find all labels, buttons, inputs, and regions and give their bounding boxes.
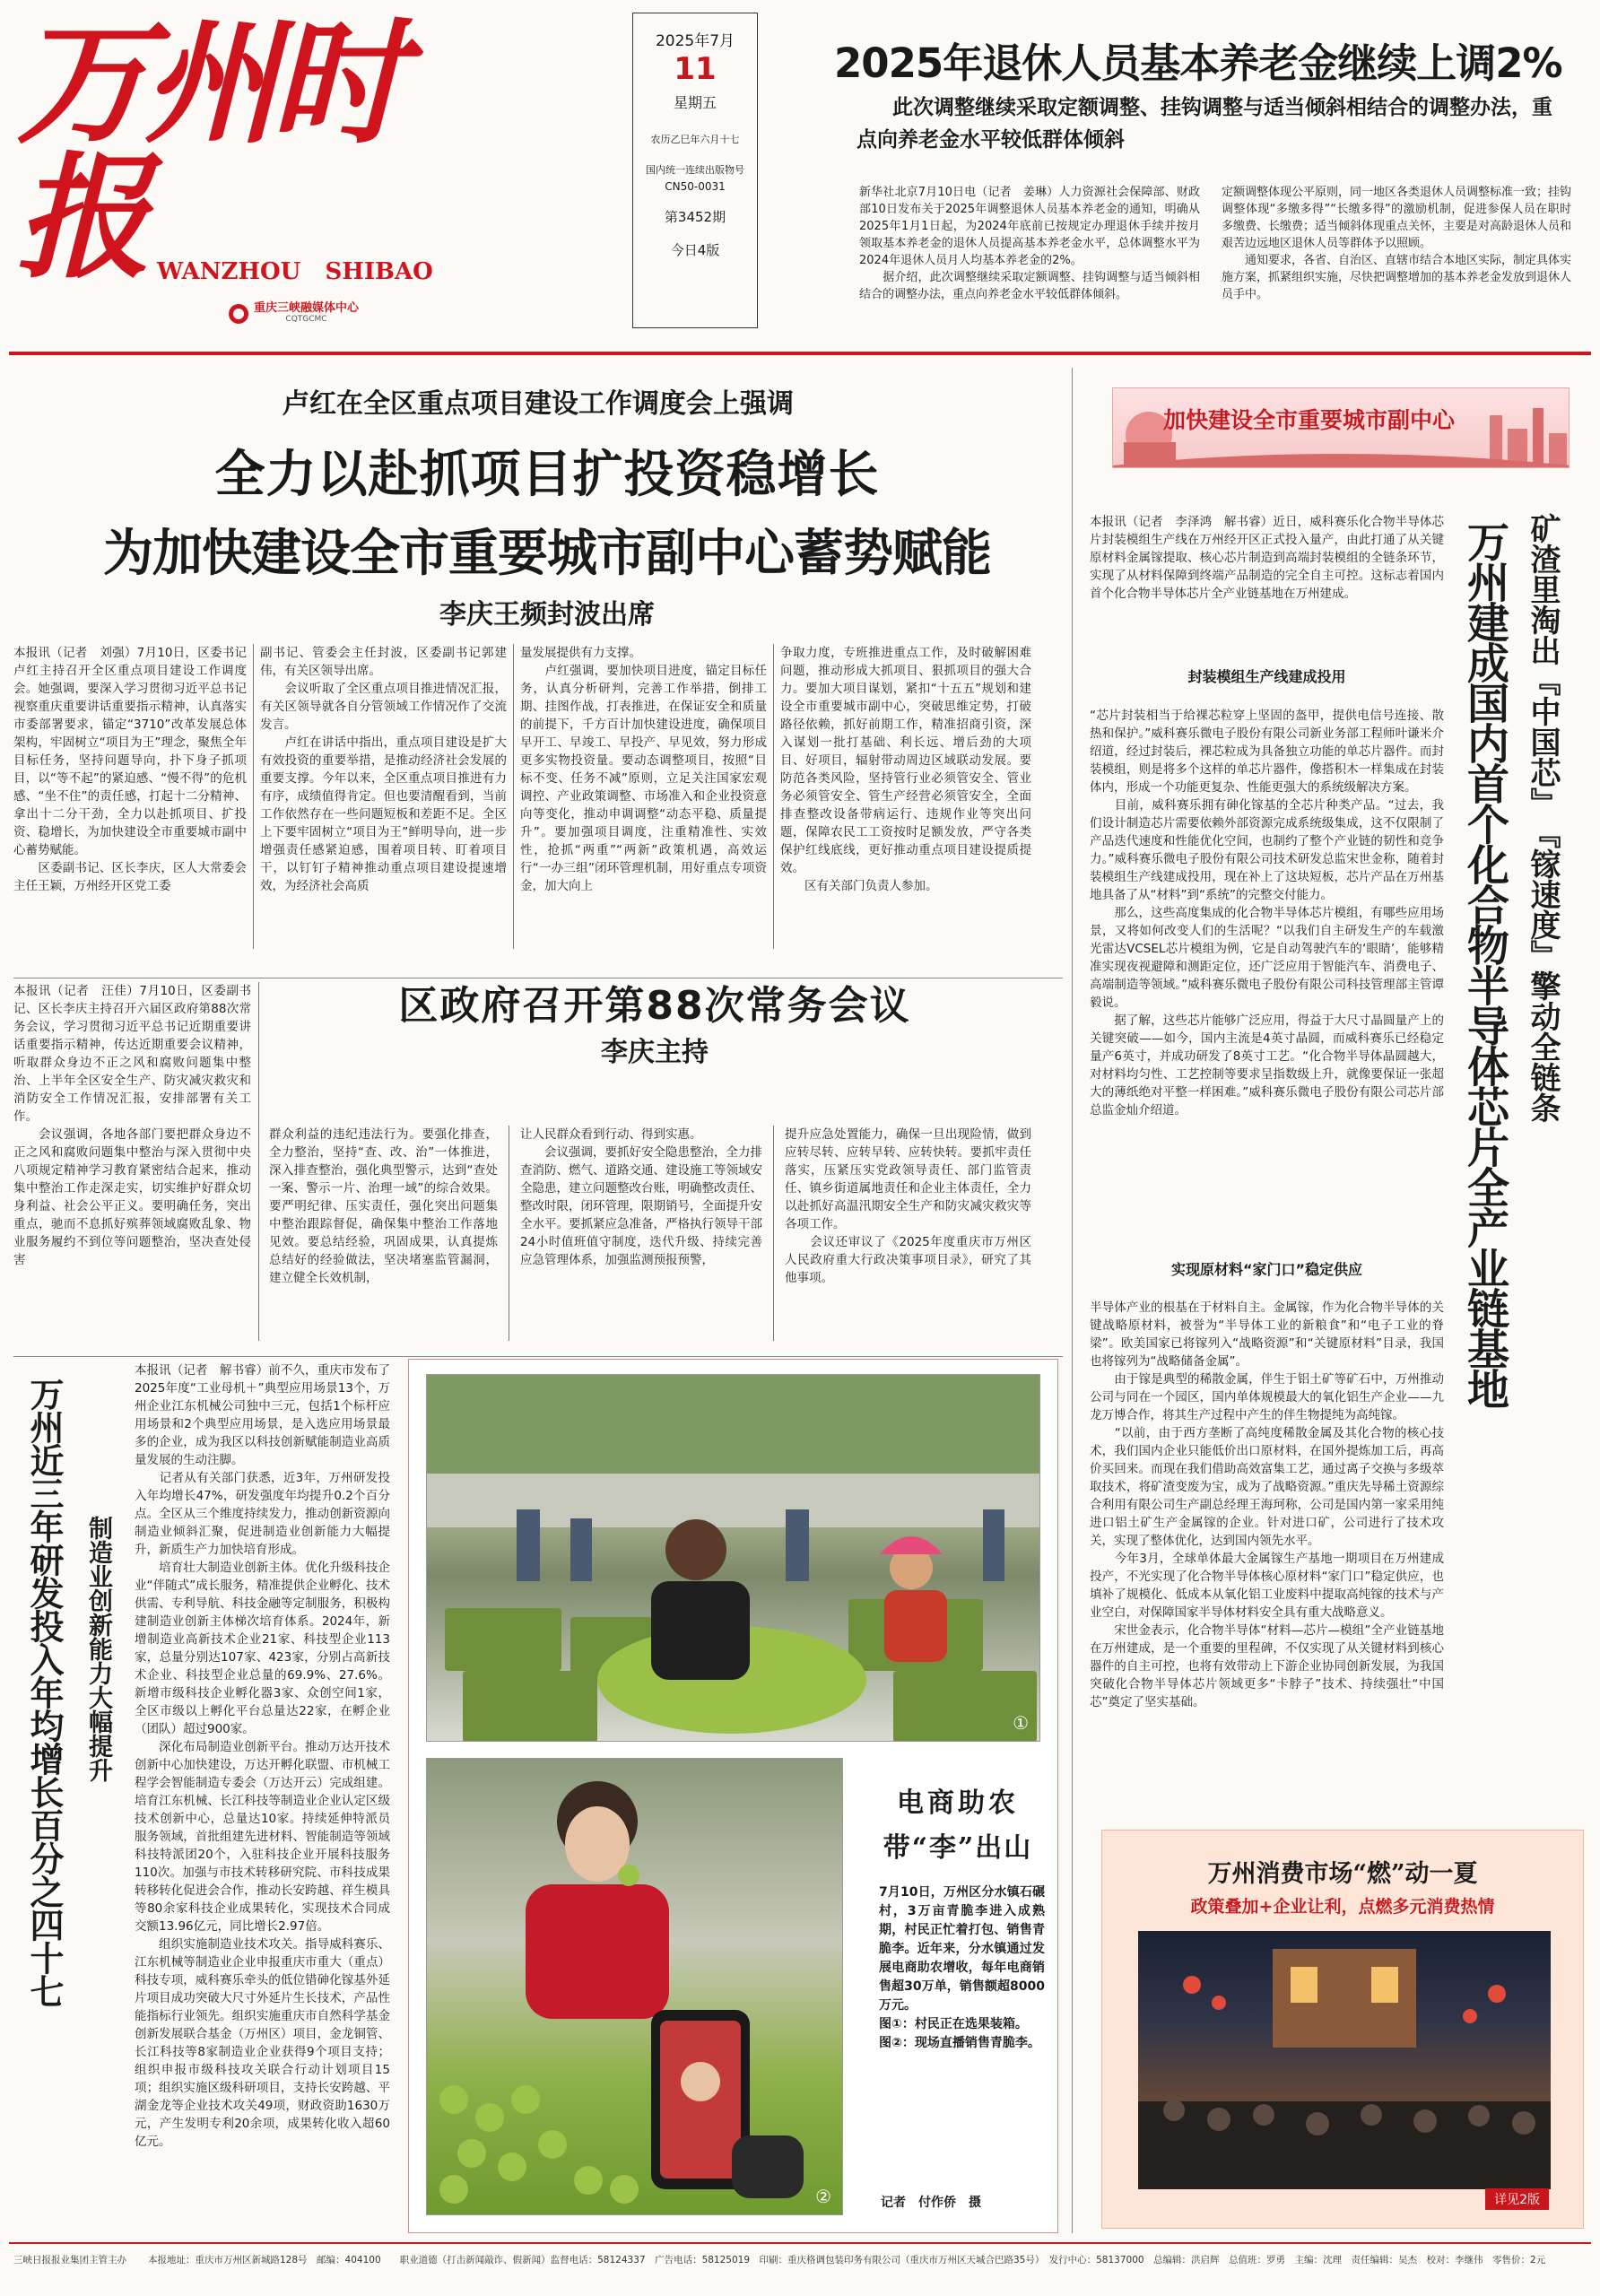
photo-sorting-fruit [426, 1374, 1040, 1742]
lead-col-divider-3 [773, 644, 774, 949]
lead-col-3: 量发展提供有力支撑。 卢红强调，要加快项目进度，锚定目标任务，认真分析研判，完善工作举措，倒排工期、挂图作战，打表推进，在保证安全和质量的前提下，千方百计加快建设进度，确保项目早开工、早竣工、早投产、早见效，努力形成更多实物投资量。要动态调整项目，按照“目标不变、任务不减”原则，立足关注国家宏观调控、产业政策调整、市场准入和企业投资意向等变化，推动申调调整“动态平稳、质量提升”。要加强项目调度，注重精准性、实效性，抢抓“两重”“两新”政策机遇，高效运行“一办三组”闭环管理机制，用好重点专项资金，加大向上 [520, 646, 767, 893]
issue-number: 第3452期 [664, 209, 726, 225]
date-year-month: 2025年7月 [655, 32, 735, 50]
chip-intro: 本报讯（记者 李泽鸿 解书睿）近日，威科赛乐化合物半导体芯片封装模组生产线在万州经开区正式投入量产，由此打通了从关键原材料金属镓提取、核心芯片制造到高端封装模组的全链条环节，实现了从材料保障到终端产品制造的完全自主可控。这标志着国内首个化合物半导体芯片全产业链基地在万州建成。 [1090, 515, 1444, 601]
media-center-en: CQTGCMC [285, 315, 327, 324]
footer-publisher: 三峡日报报业集团主管主办 [13, 2255, 126, 2266]
date-lunar: 农历乙巳年六月十七 [650, 134, 740, 145]
photo-1-marker: ① [1013, 1712, 1029, 1734]
consumption-box [1101, 1830, 1584, 2229]
date-day: 11 [674, 51, 717, 87]
consumption-title: 万州消费市场“燃”动一夏 [1207, 1860, 1478, 1888]
lead-col-divider-1 [253, 644, 254, 949]
lead-col-divider-2 [513, 644, 514, 949]
rnd-kicker: 制造业创新能力大幅提升 [84, 1516, 112, 1782]
meeting-col-3: 让人民群众看到行动、得到实惠。 会议强调，要抓好安全隐患整治，全力排查消防、燃气、道路交通、建设施工等领域安全隐患，建立问题整改台账，明确整改责任、整改时限，闭环管理，限期销号，全面提升安全水平。要抓紧应急准备，严格执行领导干部24小时值班值守制度，迭代升级、持续完善应急管理体系，加强监测预报预警， [520, 1127, 762, 1267]
chip-banner [1112, 387, 1570, 468]
consumption-subtitle: 政策叠加+企业让利，点燃多元消费热情 [1190, 1897, 1495, 1917]
ecommerce-caption: 7月10日，万州区分水镇石碾村，3万亩青脆李进入成熟期，村民正忙着打包、销售青脆李。近年来，分水镇通过发展电商助农增收，每年电商销售超30万单，销售额超8000万元。 图①：村民正在选果装箱。 图②：现场直播销售青脆李。 [879, 1885, 1045, 2050]
chip-body-1: “芯片封装相当于给裸芯粒穿上坚固的盔甲，提供电信号连接、散热和保护。”威科赛乐微电子股份有限公司新业务部工程师叶谦米介绍道，经过封装后，裸芯粒成为具备独立功能的单芯片器件。而封装模组，则是将多个这样的单芯片器件，像搭积木一样集成在封装体内，形成一个功能更复杂、性能更强大的系统级解决方案。 目前，威科赛乐拥有砷化镓基的全芯片种类产品。“过去，我们设计制造芯片需要依赖外部资源完成系统级集成，这不仅限制了产品迭代速度和性能优化空间，也制约了整个产业链的韧性和竞争力。”威科赛乐微电子股份有限公司技术研发总监宋世金称，随着封装模组生产线建成投用，现在补上了这块短板，芯片产品在万州基地具备了从“材料”到“系统”的完整交付能力。 那么，这些高度集成的化合物半导体芯片模组，有哪些应用场景，又将如何改变人们的生活呢？“以我们自主研发生产的车载激光雷达VCSEL芯片模组为例，它是自动驾驶汽车的‘眼睛’，能够精准实现夜视避障和测距定位，还广泛应用于智能汽车、消费电子、高端制造等领域。”威科赛乐微电子股份有限公司科技管理部主管谭毅说。 据了解，这些芯片能够广泛应用，得益于大尺寸晶圆量产上的关键突破——如今，国内主流是4英寸晶圆，而威科赛乐已经稳定量产6英寸，并成功研发了8英寸工艺。“化合物半导体晶圆越大，对材料均匀性、工艺控制等要求呈指数级上升，就像要保证一张超大的薄纸绝对平整一样困难。”威科赛乐微电子股份有限公司芯片部总监金灿介绍道。 [1090, 709, 1444, 1118]
lead-col-4: 争取力度，专班推进重点工作，及时破解困难问题，推动形成大抓项目、狠抓项目的强大合力。要加大项目谋划，紧扣“十五五”规划和建设全市重要城市副中心，突破思维定势，打破路径依赖，抓好前期工作，精准招商引资，深入谋划一批打基础、利长远、增后劲的大项目、好项目，辐射带动周边区域联动发展。要防范各类风险，坚持管行业必须管安全、管业务必须管安全、管生产经营必须管安全，全面排查整改设备带病运行、违规作业等突出问题，保障农民工工资按时足额发放，严守各类保护红线底线，更好推动重点项目建设提质提效。 区有关部门负责人参加。 [780, 646, 1031, 893]
masthead-title: 万州时报 [16, 4, 399, 297]
meeting-col-divider-1 [258, 982, 259, 1341]
footer-rule [9, 2242, 1591, 2244]
photo-2-marker: ② [815, 2186, 831, 2207]
lead-col-2: 副书记、管委会主任封波，区委副书记郭建伟，有关区领导出席。 会议听取了全区重点项目推进情况汇报，有关区领导就各自分管领域工作情况作了交流发言。 卢红在讲话中指出，重点项目建设是扩大有效投资的重要举措，是推动经济社会发展的重要支撑。今年以来，全区重点项目推进有力有序，成绩值得肯定。但也要清醒看到，当前工作依然存在一些问题短板和差距不足。全区上下要牢固树立“项目为王”鲜明导向，进一步增强责任感紧迫感，围着项目转、盯着项目干，以钉钉子精神推动重点项目建设提速增效，为经济社会高质 [260, 646, 507, 893]
consumption-more-link[interactable]: 详见2版 [1485, 2188, 1549, 2210]
lead-col-1: 本报讯（记者 刘强）7月10日，区委书记卢红主持召开全区重点项目建设工作调度会。她强调，要深入学习贯彻习近平总书记视察重庆重要讲话重要指示精神，认真落实市委部署要求，锚定“3710”改革发展总体架构，牢固树立“项目为王”理念，聚焦全年目标任务，坚持问题导向，扑下身子抓项目，以“等不起”的紧迫感、“慢不得”的危机感、“坐不住”的责任感，打起十二分精神、拿出十二分干劲，全力以赴抓项目、扩投资、稳增长，为加快建设全市重要城市副中心蓄势赋能。 区委副书记、区长李庆，区人大常委会主任王颖，万州经开区党工委 [13, 646, 247, 893]
media-center-logo [229, 303, 359, 325]
lead-title-2: 为加快建设全市重要城市副中心蓄势赋能 [103, 525, 991, 583]
lead-title-1: 全力以赴抓项目扩投资稳增长 [214, 446, 880, 504]
right-column-divider [1072, 368, 1073, 2233]
page-count: 今日4版 [670, 242, 720, 258]
masthead-rule [9, 352, 1591, 355]
rnd-title: 万州近三年研发投入年均增长百分之四十七 [24, 1377, 64, 2007]
meeting-col-divider-3 [773, 1126, 774, 1341]
chip-banner-text: 加快建设全市重要城市副中心 [1163, 407, 1456, 433]
night-market-photo [1138, 1931, 1551, 2189]
pension-title: 2025年退休人员基本养老金继续上调2% [834, 39, 1562, 87]
lead-byline: 李庆王频封波出席 [439, 599, 655, 631]
chip-body-2: 半导体产业的根基在于材料自主。金属镓，作为化合物半导体的关键战略原材料，被誉为“半导体工业的新粮食”和“电子工业的脊梁”。欧美国家已将镓列入“战略资源”和“关键原材料”目录，我国也将镓列为“战略储备金属”。 由于镓是典型的稀散金属，伴生于铝土矿等矿石中，万州推动公司与同在一个园区，国内单体规模最大的氧化铝生产企业——九龙万博合作，将其生产过程中产生的伴生物提纯为高纯镓。 “以前，由于西方垄断了高纯度稀散金属及其化合物的核心技术，我们国内企业只能低价出口原材料，在国外提炼加工后，再高价买回来。而现在我们借助高效富集工艺，通过离子交换与多级萃取技术，将矿渣变废为宝，成为了战略资源。”重庆先导稀土资源综合利用有限公司生产副总经理王海珂称，公司是国内第一家采用纯进口铝土矿生产金属镓的企业。针对进口矿，公司进行了技术攻关，实现了整体优化，达到国内领先水平。 今年3月，全球单体最大金属镓生产基地一期项目在万州建成投产，不光实现了化合物半导体核心原材料“家门口”稳定供应，也填补了规模化、低成本从氧化铝工业废料中提取高纯镓的技术与产业空白，对保障国家半导体材料安全具有重大战略意义。 宋世金表示，化合物半导体“材料—芯片—模组”全产业链基地在万州建成，是一个重要的里程碑，不仅实现了从关键材料到核心器件的自主可控，也将有效带动上下游企业协同创新发展，为我国突破化合物半导体芯片领域更多“卡脖子”技术、持续强壮“中国芯”奠定了坚实基础。 [1090, 1300, 1444, 1709]
date-weekday: 星期五 [673, 94, 717, 111]
chip-subhead-2: 实现原材料“家门口”稳定供应 [1170, 1261, 1363, 1278]
rnd-body: 本报讯（记者 解书睿）前不久，重庆市发布了2025年度“工业母机＋”典型应用场景13个，万州企业江东机械公司独中三元，包括1个标杆应用场景和2个典型应用场景，是入选应用场景最多的企业，成为我区以科技创新赋能制造业高质量发展的生动注脚。 记者从有关部门获悉，近3年，万州研发投入年均增长47%，研发强度年均提升0.2个百分点。全区从三个维度持续发力，推动创新资源向制造业倾斜汇聚，促进制造业创新能力大幅提升，新质生产力加快培育形成。 培育壮大制造业创新主体。优化升级科技企业“伴随式”成长服务，精准提供企业孵化、技术供需、专利导航、科技金融等定制服务，积极构建制造业创新主体梯次培育体系。2024年，新增制造业高新技术企业21家、科技型企业113家，总量分别达107家、423家，分别占高新技术企业、科技型企业总量的69.9%、27.6%。新增市级科技企业孵化器3家、众创空间1家，全区市级以上孵化平台总量达22家，在孵企业（团队）超过900家。 深化布局制造业创新平台。推动万达开技术创新中心加快建设，万达开孵化联盟、市机械工程学会智能制造专委会（万达开云）完成组建。培育江东机械、长江科技等制造业企业认定区级技术创新中心，总量达10家。持续延伸特派员服务领域，首批组建先进材料、智能制造等领域科技特派团20个，入驻科技企业开展科技服务110次。加强与市技术转移研究院、市科技成果转移转化促进会合作，推动长安跨越、祥生模具等80余家科技企业成果转化，实现技术合同成交额13.96亿元，同比增长2.97倍。 组织实施制造业技术攻关。指导威科赛乐、江东机械等制造业企业申报重庆市重大（重点）科技专项，威科赛乐牵头的低位错砷化镓基外延片项目成功突破大尺寸外延片生长技术，产品性能指标行业领先。组织实施重庆市自然科学基金创新发展联合基金（万州区）项目，金龙铜管、长江科技等8家制造业企业获得9个项目支持；组织申报市级科技攻关联合行动计划项目15项；组织实施区级科研项目，支持长安跨越、平湖金龙等企业技术攻关49项，财政资助1630万元，产生发明专利20余项，成果转化收入超60亿元。 [135, 1363, 390, 2149]
masthead-pinyin: WANZHOU SHIBAO [157, 258, 433, 285]
meeting-col-4: 提升应急处置能力，确保一旦出现险情，做到应转尽转、应转早转、应转快转。要抓牢责任落实，压紧压实党政领导责任、部门监管责任、镇乡街道属地责任和企业主体责任，全力以赴抓好高温汛期安全生产和防灾减灾救灾等各项工作。 会议还审议了《2025年度重庆市万州区人民政府重大行政决策事项目录》，研究了其他事项。 [785, 1127, 1031, 1285]
meeting-byline: 李庆主持 [601, 1037, 709, 1068]
dateline-box [632, 13, 758, 328]
media-center-name: 重庆三峡融媒体中心 [254, 301, 360, 315]
meeting-bottom-rule [13, 1356, 1063, 1357]
photo-livestream [426, 1758, 843, 2215]
chip-kicker: 矿渣里淘出『中国芯』 『镓速度』擎动全链条 [1525, 513, 1561, 1123]
pension-col-2: 定额调整体现公平原则，同一地区各类退休人员调整标准一致；挂钩调整体现“多缴多得”“长缴多得”的激励机制，促进参保人员在职时多缴费、长缴费；适当倾斜体现重点关怀，主要是对高龄退休人员和艰苦边远地区退休人员等群体予以照顾。 通知要求，各省、自治区、直辖市结合本地区实际，制定具体实施方案，抓紧组织实施，尽快把调整增加的基本养老金发放到退休人员手中。 [1222, 186, 1571, 301]
ecommerce-credit: 记者 付作侨 摄 [881, 2196, 981, 2210]
pension-col-1: 新华社北京7月10日电（记者 姜琳）人力资源社会保障部、财政部10日发布关于2025年调整退休人员基本养老金的通知，明确从2025年1月1日起，为2024年底前已按规定办理退休手续并按月领取基本养老金的退休人员提高基本养老金水平，总体调整水平为2024年退休人员月人均基本养老金的2%。 据介绍，此次调整继续采取定额调整、挂钩调整与适当倾斜相结合的调整办法，重点向养老金水平较低群体倾斜。 [859, 186, 1200, 301]
lead-kicker: 卢红在全区重点项目建设工作调度会上强调 [283, 388, 794, 420]
issn: CN50-0031 [665, 180, 726, 193]
issn-label: 国内统一连续出版物号 [646, 164, 744, 176]
meeting-col-2: 群众利益的违纪违法行为。要强化排查，全力整治，坚持“查、改、治”一体推进，深入排查整治，强化典型警示，达到“查处一案、警示一片、治理一域”的综合效果。要严明纪律、压实责任，强化突出问题集中整治跟踪督促，确保集中整治工作落地见效。要总结经验，巩固成果，认真提炼总结好的经验做法，坚决堵塞监管漏洞，建立健全长效机制， [269, 1127, 498, 1285]
footer-info: 本报地址：重庆市万州区新城路128号 邮编：404100 职业道德（打击新闻敲诈、假新闻）监督电话：58124337 广告电话：58125019 印刷：重庆格调包装印务有限公司（重庆市万州区天城合巴路35号） 发行中心：58137000 总编辑：洪启辉 总值班：罗勇 主编：沈理 责任编辑：吴杰 校对：李继伟 零售价：2元 [148, 2255, 1546, 2266]
meeting-title: 区政府召开第88次常务会议 [398, 983, 911, 1029]
chip-subhead-1: 封装模组生产线建成投用 [1187, 668, 1346, 685]
chip-title: 万州建成国内首个化合物半导体芯片全产业链基地 [1460, 520, 1509, 1408]
media-center-icon [229, 304, 248, 324]
ecommerce-title-1: 电商助农 [897, 1787, 1019, 1819]
meeting-col-1: 本报讯（记者 汪佳）7月10日，区委副书记、区长李庆主持召开六届区政府第88次常务会议，学习贯彻习近平总书记近期重要讲话重要指示精神，传达近期重要会议精神，听取群众身边不正之风和腐败问题集中整治、上半年全区安全生产、防灾减灾救灾和消防安全工作情况汇报，安排部署有关工作。 会议强调，各地各部门要把群众身边不正之风和腐败问题集中整治与深入贯彻中央八项规定精神学习教育紧密结合起来，推动集中整治工作走深走实，切实维护好群众切身利益、社会公平正义。要明确任务，突出重点，驰而不息抓好殡葬领域腐败乱象、物业服务履约不到位等问题整治，坚决查处侵害 [13, 984, 251, 1267]
pension-subtitle: 此次调整继续采取定额调整、挂钩调整与适当倾斜相结合的调整办法，重点向养老金水平较低群体倾斜 [857, 95, 1552, 152]
ecommerce-title-2: 带“李”出山 [883, 1832, 1033, 1864]
